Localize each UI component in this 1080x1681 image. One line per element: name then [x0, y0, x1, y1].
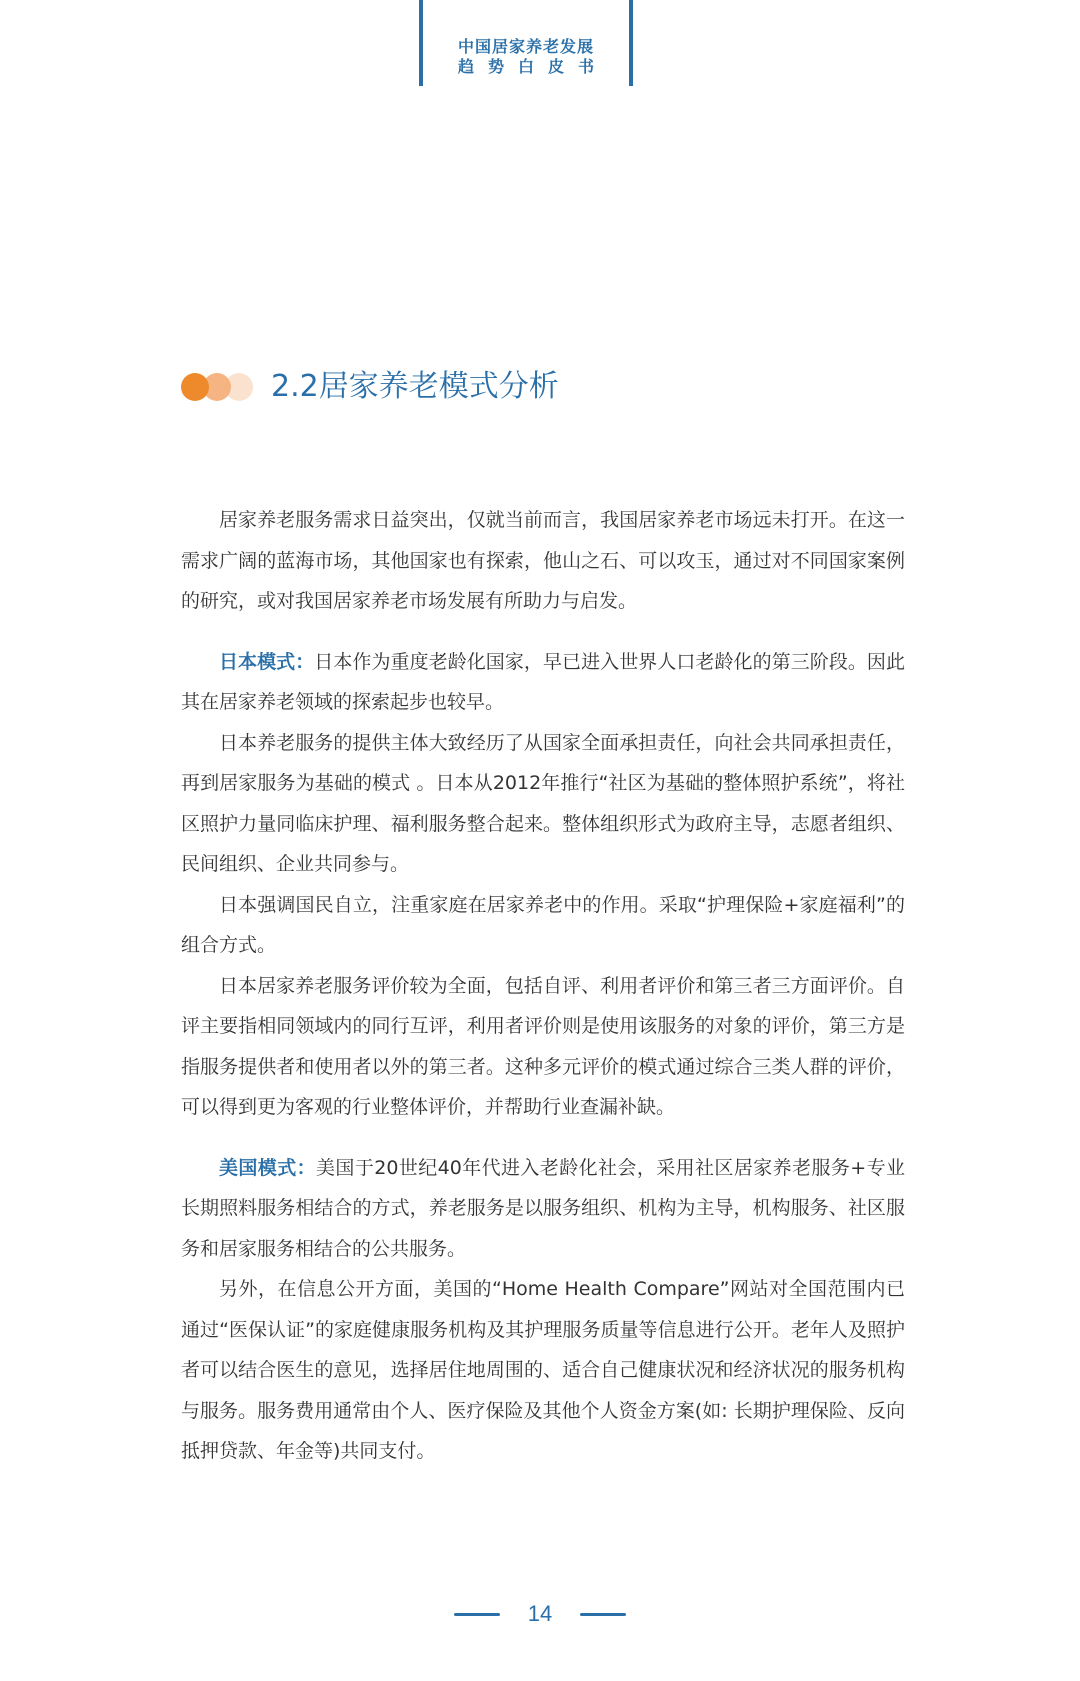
- section-dots-icon: [181, 370, 261, 404]
- body-text: [181, 500, 905, 1472]
- japan-paragraph-1: [181, 642, 905, 723]
- japan-paragraph-1-text: 日本作为重度老龄化国家，早已进入世界人口老龄化的第三阶段。因此其在居家养老领域的探索起步也较早。: [181, 650, 905, 713]
- japan-paragraph-4: 日本居家养老服务评价较为全面，包括自评、利用者评价和第三者三方面评价。自评主要指相同领域内的同行互评，利用者评价则是使用该服务的对象的评价，第三方是指服务提供者和使用者以外的第三者。这种多元评价的模式通过综合三类人群的评价，可以得到更为客观的行业整体评价，并帮助行业查漏补缺。: [181, 974, 905, 1118]
- page-number: 14: [527, 1601, 553, 1626]
- intro-paragraph: 居家养老服务需求日益突出，仅就当前而言，我国居家养老市场远未打开。在这一需求广阔的蓝海市场，其他国家也有探索，他山之石、可以攻玉，通过对不同国家案例的研究，或对我国居家养老市场发展有所助力与启发。: [181, 509, 905, 612]
- header-title-line2: 趋势白皮书: [457, 57, 608, 76]
- header-title-line1: 中国居家养老发展: [457, 37, 594, 56]
- section-title: 2.2居家养老模式分析: [271, 369, 559, 404]
- usa-paragraph-2: 另外，在信息公开方面，美国的“Home Health Compare”网站对全国范围内已通过“医保认证”的家庭健康服务机构及其护理服务质量等信息进行公开。老年人及照护者可以结合医生的意见，选择居住地周围的、适合自己健康状况和经济状况的服务机构与服务。服务费用通常由个人、医疗保险及其他个人资金方案(如: 长期护理保险、反向抵押贷款、年金等)共同支付。: [181, 1278, 905, 1462]
- footer-right-rule: [580, 1613, 626, 1616]
- usa-model-label: 美国模式：: [219, 1156, 317, 1179]
- japan-paragraph-2: 日本养老服务的提供主体大致经历了从国家全面承担责任，向社会共同承担责任，再到居家服务为基础的模式 。日本从2012年推行“社区为基础的整体照护系统”，将社区照护力量同临床护理、福利服务整合起来。整体组织形式为政府主导，志愿者组织、民间组织、企业共同参与。: [181, 731, 905, 875]
- japan-model-label: 日本模式：: [219, 650, 315, 673]
- footer-left-rule: [454, 1613, 500, 1616]
- header-brand-tab: [419, 0, 633, 86]
- usa-paragraph-1-text: 美国于20世纪40年代进入老龄化社会，采用社区居家养老服务+专业长期照料服务相结合的方式，养老服务是以服务组织、机构为主导，机构服务、社区服务和居家服务相结合的公共服务。: [181, 1156, 905, 1260]
- page-footer: [0, 1596, 1080, 1632]
- dot-dark: [181, 373, 209, 401]
- japan-paragraph-3: 日本强调国民自立，注重家庭在居家养老中的作用。采取“护理保险+家庭福利”的组合方式。: [181, 893, 905, 956]
- usa-paragraph-1: [181, 1148, 905, 1270]
- section-heading: [181, 362, 559, 412]
